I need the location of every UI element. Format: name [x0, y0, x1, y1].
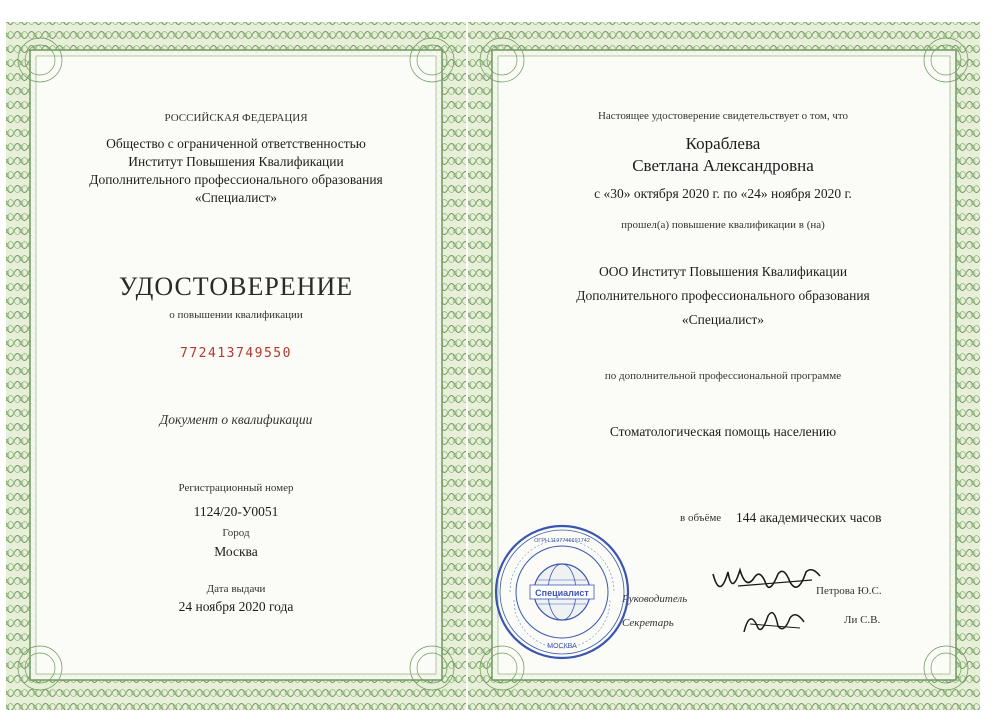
certificate-number: 772413749550 [180, 346, 292, 361]
registration-label: Регистрационный номер [178, 482, 294, 494]
completed-label: прошел(а) повышение квалификации в (на) [621, 219, 825, 231]
program-name: Стоматологическая помощь населению [609, 424, 837, 439]
institution-line-3: «Специалист» [681, 312, 765, 327]
training-period: с «30» октября 2020 г. по «24» ноября 2020 г. [594, 186, 852, 201]
head-name: Петрова Ю.С. [816, 585, 882, 597]
certificate-subtitle: о повышении квалификации [169, 309, 303, 321]
secretary-signature [740, 604, 810, 640]
secretary-label: Секретарь [622, 617, 674, 629]
certificate-title: УДОСТОВЕРЕНИЕ [118, 272, 354, 301]
city-label: Город [222, 527, 250, 539]
intro-text: Настоящее удостоверение свидетельствует о том, что [597, 110, 849, 122]
org-line-4: «Специалист» [194, 190, 278, 205]
program-label: по дополнительной профессиональной программе [604, 370, 842, 382]
institution-line-2: Дополнительного профессионального образования [576, 288, 870, 303]
city-value: Москва [214, 544, 258, 559]
svg-text:Специалист: Специалист [535, 588, 589, 598]
registration-number: 1124/20-У0051 [193, 504, 279, 519]
issue-date-label: Дата выдачи [206, 583, 266, 595]
org-line-1: Общество с ограниченной ответственностью [106, 136, 366, 151]
holder-surname: Кораблева [685, 134, 761, 153]
org-line-3: Дополнительного профессионального образования [89, 172, 383, 187]
organization-seal [492, 522, 632, 662]
svg-text:МОСКВА: МОСКВА [547, 643, 577, 650]
volume-label: в объёме [680, 512, 722, 524]
federation-label: РОССИЙСКАЯ ФЕДЕРАЦИЯ [164, 112, 308, 124]
volume-value: 144 академических часов [736, 510, 882, 525]
head-signature [708, 560, 828, 610]
left-page [4, 26, 468, 708]
institution-line-1: ООО Институт Повышения Квалификации [598, 264, 848, 279]
org-line-2: Институт Повышения Квалификации [128, 154, 344, 169]
holder-given-names: Светлана Александровна [632, 156, 814, 175]
issue-date-value: 24 ноября 2020 года [178, 599, 294, 614]
head-label: Руководитель [622, 593, 688, 605]
secretary-name: Ли С.В. [844, 614, 881, 626]
svg-text:ОГРН 1197746691742: ОГРН 1197746691742 [534, 538, 590, 544]
document-type: Документ о квалификации [159, 412, 313, 427]
